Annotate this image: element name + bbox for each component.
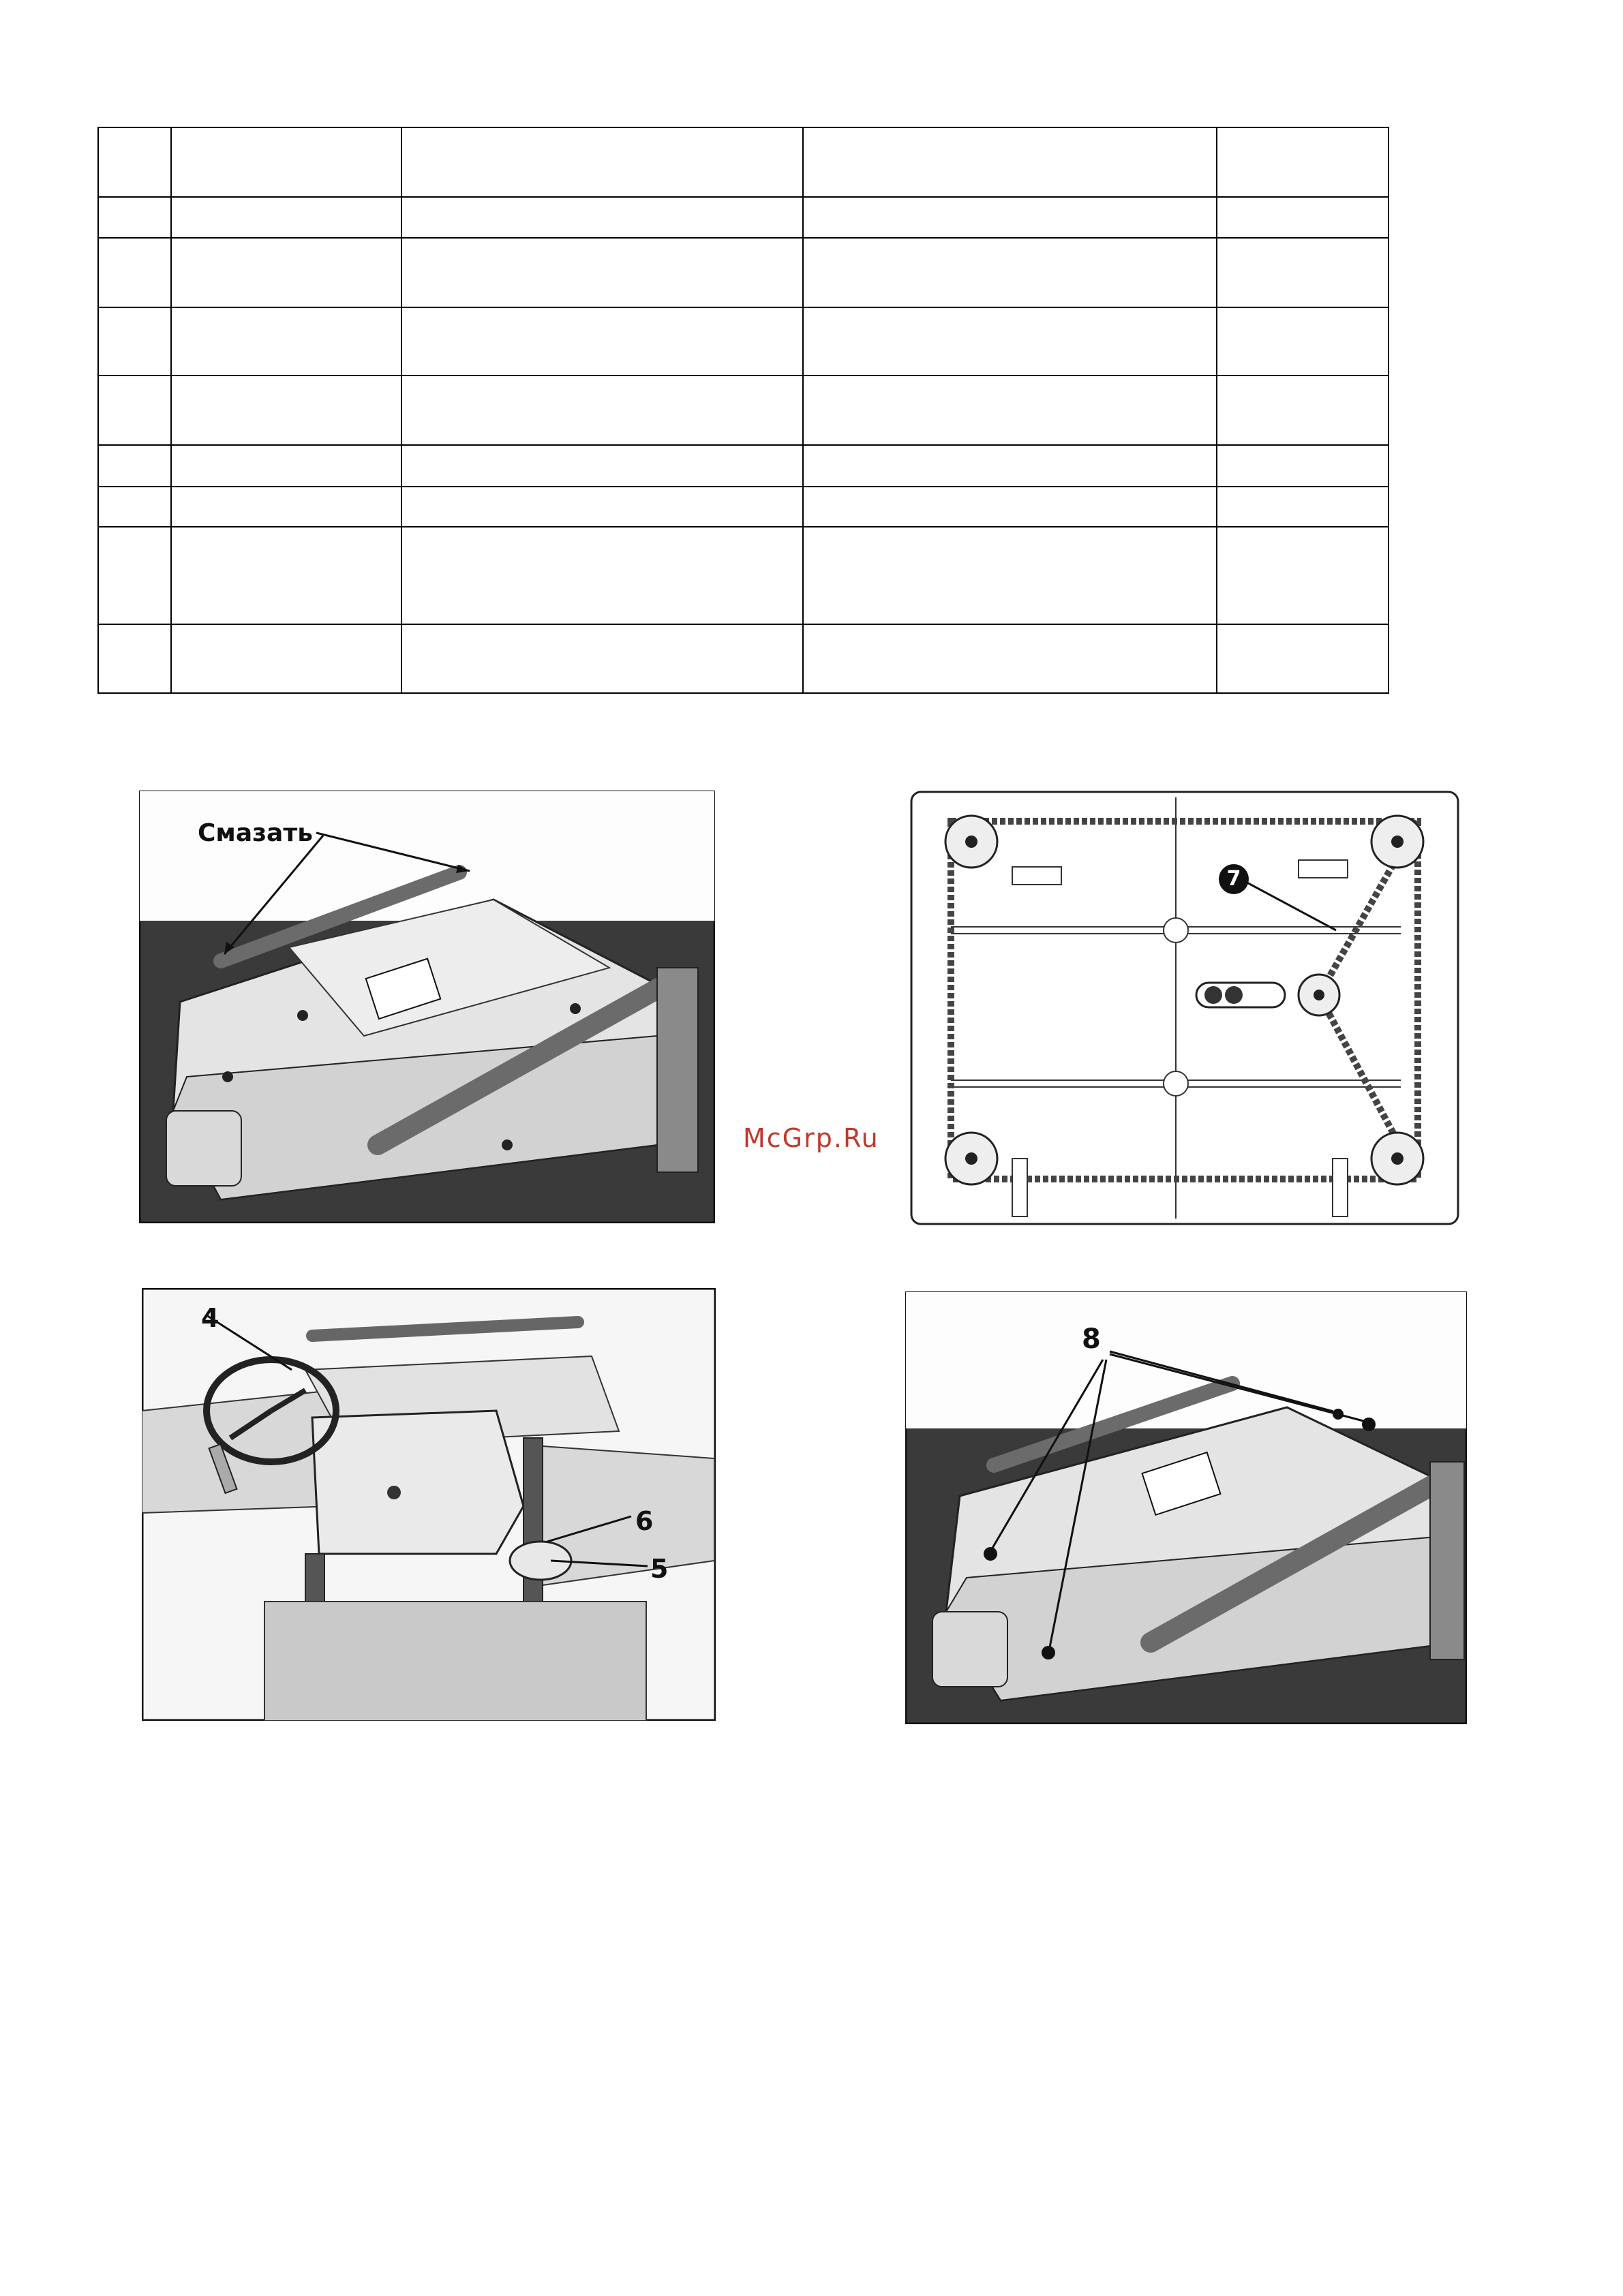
callout-lubricate: Смазать xyxy=(198,819,313,847)
spec-table xyxy=(97,127,1389,694)
table-row xyxy=(98,624,1389,693)
table-row xyxy=(98,487,1389,527)
table-cell xyxy=(401,376,803,445)
table-cell xyxy=(171,624,401,693)
table-row xyxy=(98,527,1389,624)
table-cell xyxy=(803,127,1217,197)
table-cell xyxy=(1217,527,1389,624)
table-cell xyxy=(98,487,171,527)
table-cell xyxy=(98,127,171,197)
table-cell xyxy=(1217,445,1389,487)
table-cell xyxy=(98,238,171,307)
table-cell xyxy=(803,445,1217,487)
watermark: McGrp.Ru xyxy=(743,1123,879,1153)
figure-handwheel xyxy=(142,1288,716,1721)
table-cell xyxy=(401,127,803,197)
table-row xyxy=(98,376,1389,445)
table-cell xyxy=(98,527,171,624)
table-row xyxy=(98,307,1389,376)
table-cell xyxy=(98,197,171,238)
planer-bolts-illustration xyxy=(905,1291,1467,1724)
callout-bolts: 8 xyxy=(1082,1323,1101,1355)
table-cell xyxy=(171,487,401,527)
table-cell xyxy=(98,624,171,693)
table-cell xyxy=(98,307,171,376)
figure-lubrication xyxy=(139,791,715,1223)
chain-drive-diagram xyxy=(910,791,1459,1225)
figure-top-bolts xyxy=(905,1291,1467,1724)
table-cell xyxy=(1217,127,1389,197)
planer-handwheel-illustration xyxy=(142,1288,716,1721)
callout-handwheel: 4 xyxy=(201,1303,219,1333)
table-cell xyxy=(803,624,1217,693)
table-row xyxy=(98,445,1389,487)
table-cell xyxy=(1217,238,1389,307)
table-cell xyxy=(803,376,1217,445)
table-cell xyxy=(401,445,803,487)
table-cell xyxy=(401,527,803,624)
callout-chain: 7 xyxy=(1219,864,1249,894)
callout-column-upper: 6 xyxy=(635,1506,654,1536)
table-cell xyxy=(98,376,171,445)
table-cell xyxy=(1217,624,1389,693)
planer-top-illustration xyxy=(139,791,715,1223)
table-cell xyxy=(171,527,401,624)
table-cell xyxy=(803,487,1217,527)
table-cell xyxy=(171,127,401,197)
table-cell xyxy=(171,197,401,238)
table-cell xyxy=(171,307,401,376)
table-row xyxy=(98,127,1389,197)
table-cell xyxy=(803,527,1217,624)
table-cell xyxy=(401,238,803,307)
table-cell xyxy=(1217,197,1389,238)
table-cell xyxy=(401,197,803,238)
table-cell xyxy=(803,238,1217,307)
table-cell xyxy=(1217,307,1389,376)
table-cell xyxy=(803,197,1217,238)
table-cell xyxy=(98,445,171,487)
table-cell xyxy=(171,376,401,445)
table-cell xyxy=(401,307,803,376)
table-cell xyxy=(171,238,401,307)
table-cell xyxy=(401,624,803,693)
table-cell xyxy=(171,445,401,487)
table-row xyxy=(98,197,1389,238)
table-cell xyxy=(1217,376,1389,445)
figure-chain-drive xyxy=(910,791,1459,1225)
table-cell xyxy=(401,487,803,527)
table-row xyxy=(98,238,1389,307)
table-cell xyxy=(803,307,1217,376)
table-cell xyxy=(1217,487,1389,527)
callout-column-lower: 5 xyxy=(650,1554,669,1584)
